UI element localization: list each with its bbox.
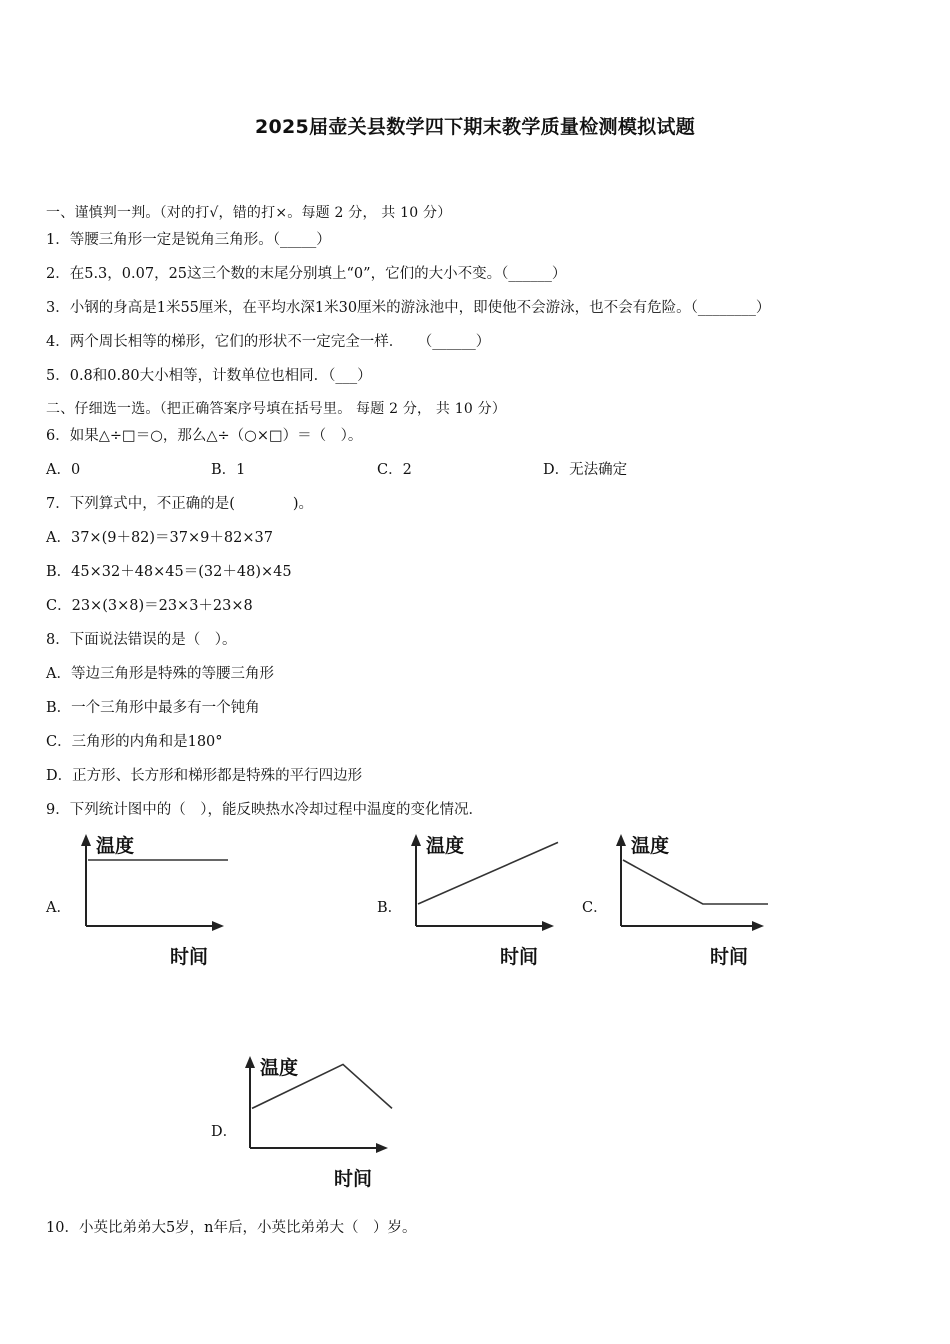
q9-option-d-label: D． [211,1124,238,1140]
question-10: 10．小英比弟弟大5岁，n年后，小英比弟弟大（ ）岁。 [46,1220,417,1236]
q8-option-b: B．一个三角形中最多有一个钝角 [46,700,260,716]
question-1: 1．等腰三角形一定是锐角三角形。（_____） [46,232,331,248]
q9-chart-c [607,828,782,973]
y-axis-arrow-icon [616,834,626,846]
q6-option-c: C．2 [377,462,412,478]
q9-option-c-label: C． [582,900,608,916]
section2-header: 二、仔细选一选。（把正确答案序号填在括号里。 每题 2 分， 共 10 分） [46,401,507,417]
x-axis-label-a: 时间 [170,946,209,968]
question-2: 2．在5.3，0.07，25这三个数的末尾分别填上“0”，它们的大小不变。（______） [46,266,567,282]
q9-chart-a [72,828,242,973]
temperature-line-c [623,860,768,904]
q8-option-d: D．正方形、长方形和梯形都是特殊的平行四边形 [46,768,363,784]
x-axis-arrow-icon [376,1143,388,1153]
y-axis-label-b: 温度 [426,835,465,857]
q8-option-c: C．三角形的内角和是180° [46,734,223,750]
y-axis-label-a: 温度 [96,835,135,857]
x-axis-arrow-icon [542,921,554,931]
q7-option-b: B．45×32＋48×45＝(32＋48)×45 [46,564,292,580]
q6-option-d: D．无法确定 [543,462,628,478]
x-axis-arrow-icon [212,921,224,931]
question-8: 8．下面说法错误的是（ ）。 [46,632,237,648]
question-5: 5．0.8和0.80大小相等，计数单位也相同．（___） [46,368,372,384]
x-axis-label-c: 时间 [710,946,749,968]
x-axis-label-d: 时间 [334,1168,373,1190]
q6-option-a: A．0 [46,462,81,478]
y-axis-arrow-icon [245,1056,255,1068]
q9-option-a-label: A． [46,900,71,916]
section1-header: 一、谨慎判一判。（对的打√，错的打×。每题 2 分， 共 10 分） [46,205,452,221]
q7-option-a: A．37×(9＋82)＝37×9＋82×37 [46,530,273,546]
question-9: 9．下列统计图中的（ ），能反映热水冷却过程中温度的变化情况． [46,802,483,818]
x-axis-arrow-icon [752,921,764,931]
y-axis-arrow-icon [81,834,91,846]
q6-option-b: B．1 [211,462,246,478]
q7-option-c: C．23×(3×8)＝23×3＋23×8 [46,598,253,614]
q9-chart-d [236,1050,406,1198]
x-axis-label-b: 时间 [500,946,539,968]
page-title: 2025届壶关县数学四下期末教学质量检测模拟试题 [254,116,696,138]
question-4: 4．两个周长相等的梯形，它们的形状不一定完全一样． （______） [46,334,491,350]
q9-chart-b [402,828,572,973]
y-axis-arrow-icon [411,834,421,846]
y-axis-label-c: 温度 [631,835,670,857]
question-3: 3．小钢的身高是1米55厘米，在平均水深1米30厘米的游泳池中，即使他不会游泳，也不会有危险。（________） [46,300,771,316]
y-axis-label-d: 温度 [260,1057,299,1079]
q8-option-a: A．等边三角形是特殊的等腰三角形 [46,666,274,682]
question-6: 6．如果△÷□＝○，那么△÷（○×□）＝（ ）。 [46,428,363,444]
q9-option-b-label: B． [377,900,403,916]
question-7: 7．下列算式中，不正确的是( )。 [46,496,314,512]
